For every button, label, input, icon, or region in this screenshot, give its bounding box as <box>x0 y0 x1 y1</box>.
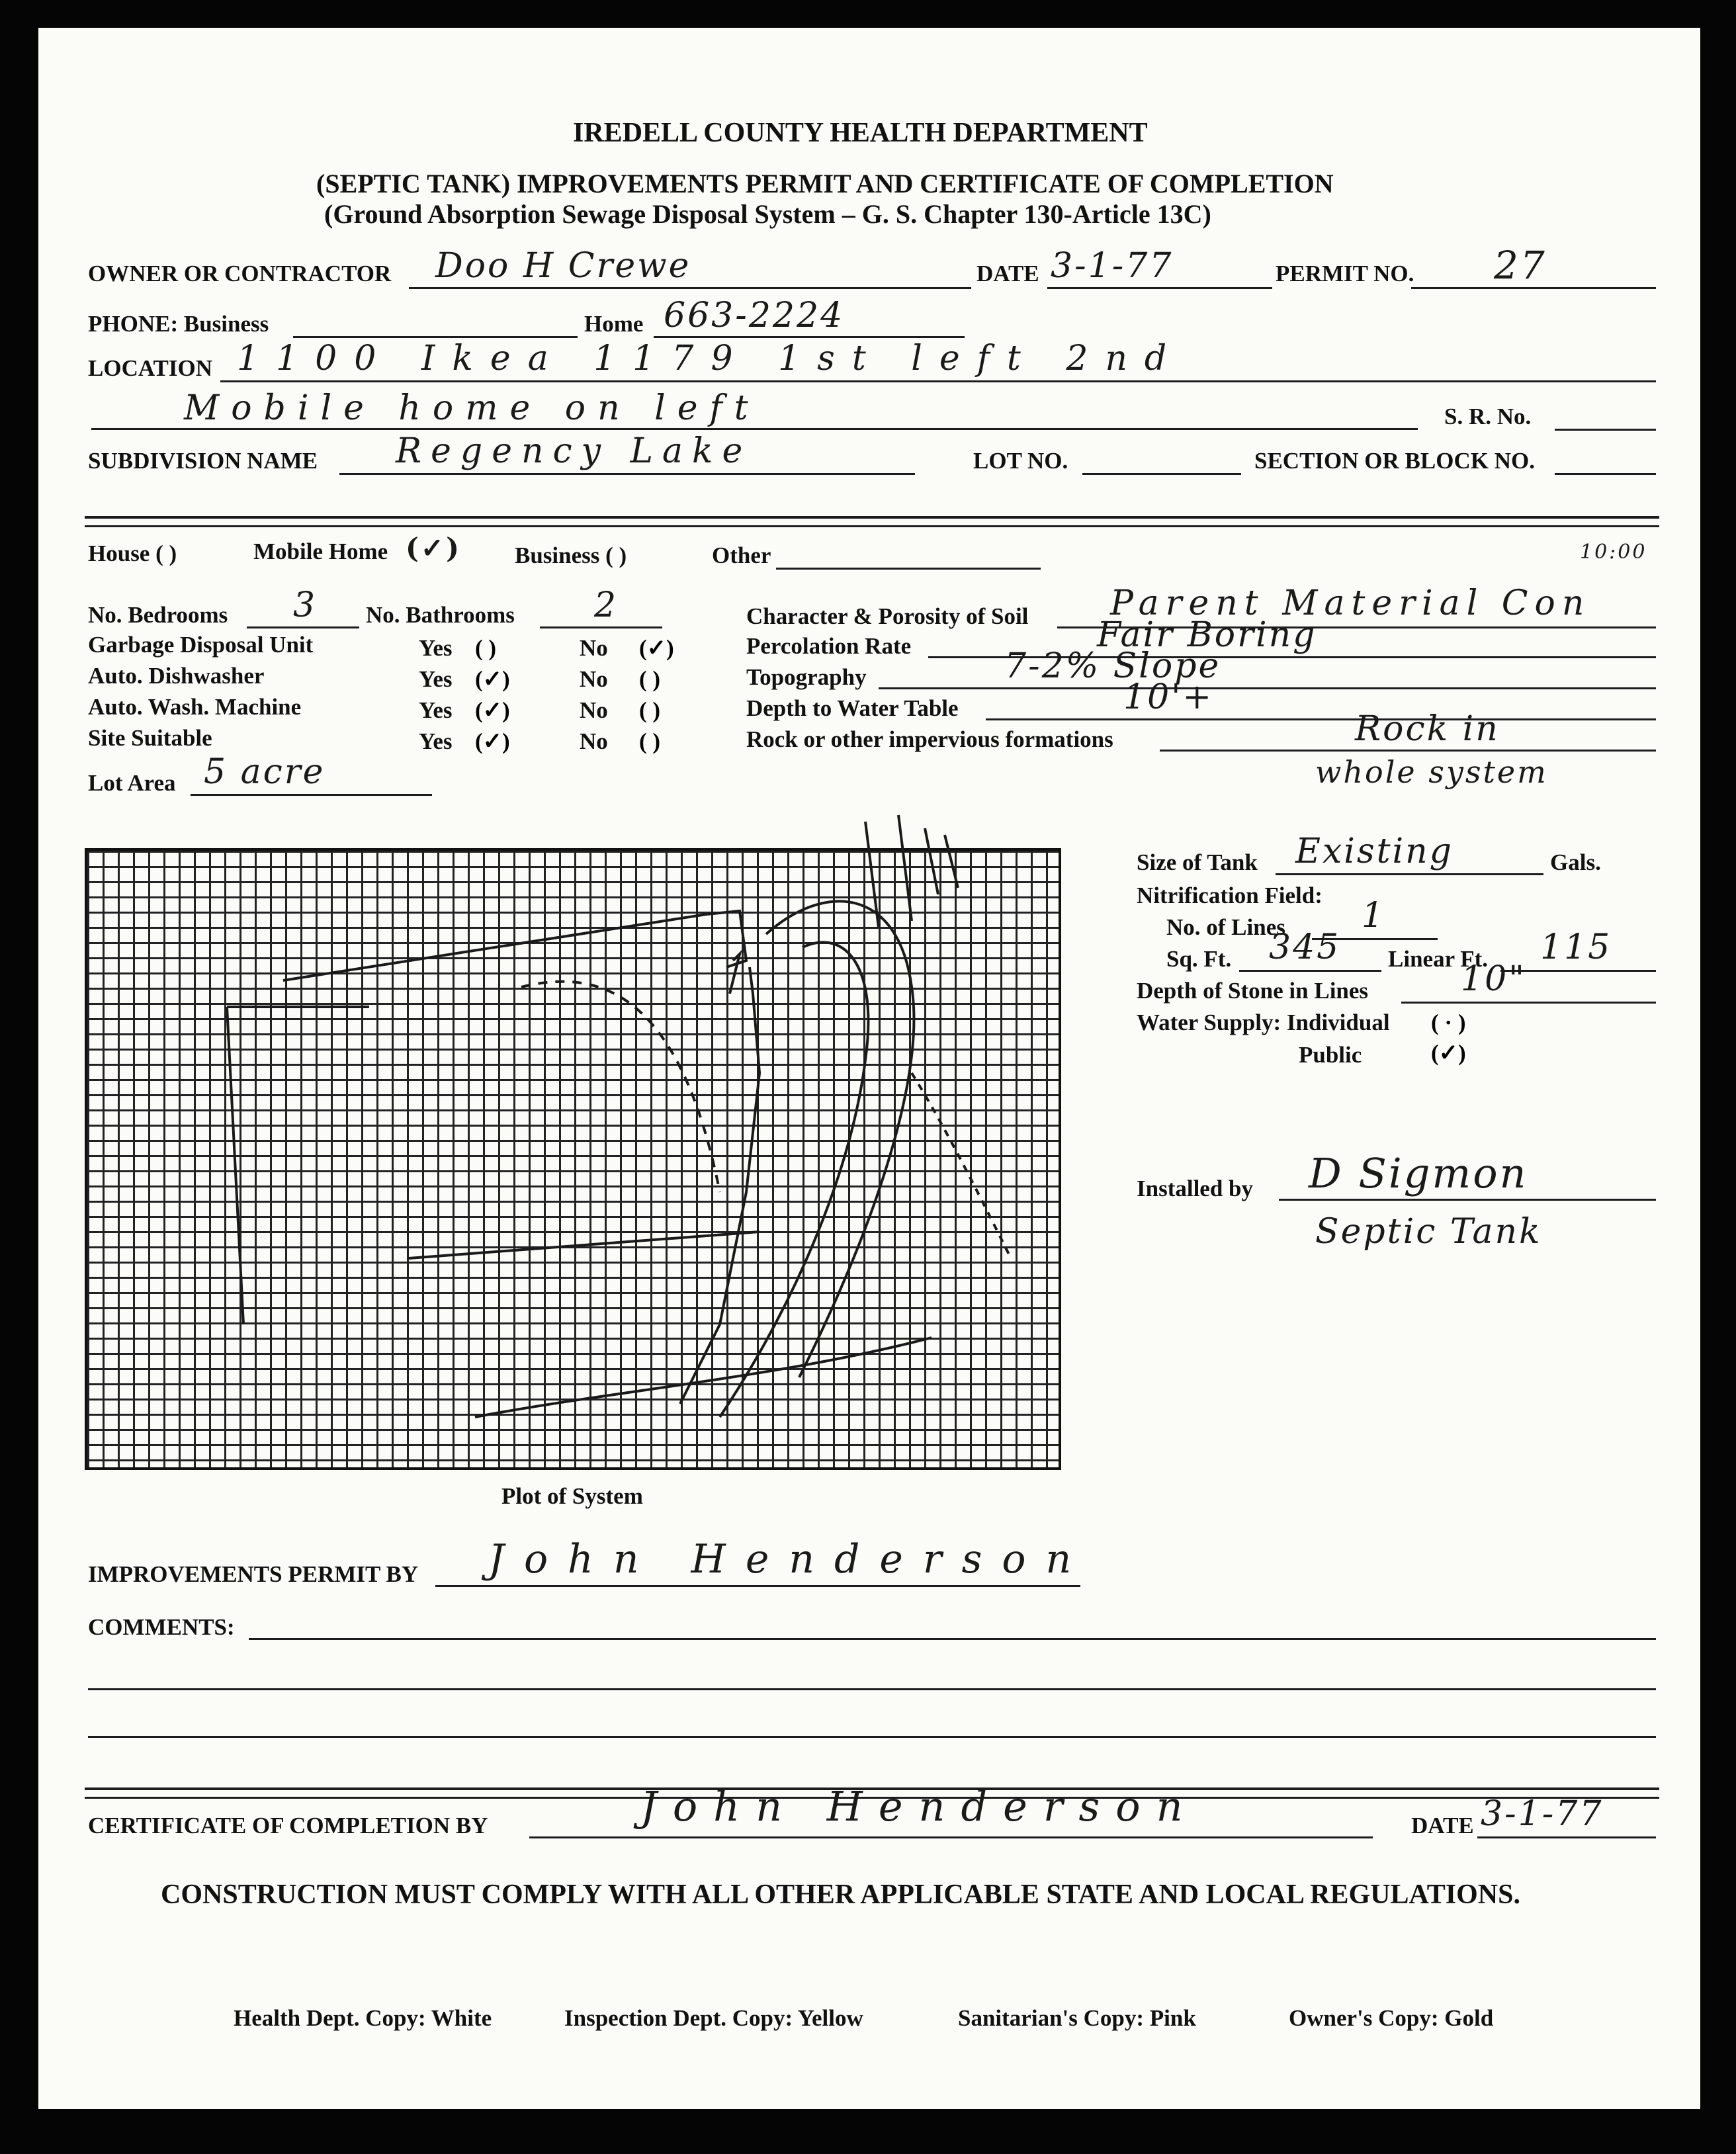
location-value-2: Mobile home on left <box>184 388 760 428</box>
plot-of-system-label: Plot of System <box>501 1483 643 1509</box>
permit-no-value: 27 <box>1494 243 1547 288</box>
wash-machine-label: Auto. Wash. Machine <box>88 694 302 720</box>
dishwasher-yes-mark: (✓) <box>475 666 510 692</box>
phone-business-label: PHONE: Business <box>88 311 269 337</box>
form-subtitle: (Ground Absorption Sewage Disposal System – G. S. Chapter 130-Article 13C) <box>324 199 1211 229</box>
other-line <box>776 568 1041 570</box>
bedrooms-label: No. Bedrooms <box>88 602 228 628</box>
completion-date-line <box>1477 1836 1656 1838</box>
owner-line <box>409 287 971 289</box>
tank-size-value: Existing <box>1295 832 1454 871</box>
sq-ft-label: Sq. Ft. <box>1166 946 1232 972</box>
dishwasher-no-label: No <box>580 666 608 692</box>
linear-ft-label: Linear Ft. <box>1388 946 1489 972</box>
footer-copy-inspection: Inspection Dept. Copy: Yellow <box>564 2005 863 2031</box>
rock-label: Rock or other impervious formations <box>746 726 1113 752</box>
footer-copy-sanitarian: Sanitarian's Copy: Pink <box>958 2005 1196 2031</box>
water-individual-mark: ( · ) <box>1431 1010 1466 1035</box>
compliance-notice: CONSTRUCTION MUST COMPLY WITH ALL OTHER APPLICABLE STATE AND LOCAL REGULATIONS. <box>161 1879 1520 1910</box>
water-table-value: 10'+ <box>1123 677 1214 717</box>
stone-depth-label: Depth of Stone in Lines <box>1137 978 1369 1004</box>
phone-home-value: 663-2224 <box>664 296 845 335</box>
footer-copy-owner: Owner's Copy: Gold <box>1289 2005 1494 2031</box>
comments-line-2 <box>88 1688 1656 1690</box>
soil-value: Parent Material Con <box>1110 583 1591 623</box>
footer-copy-health: Health Dept. Copy: White <box>234 2005 492 2031</box>
installed-by-line <box>1279 1199 1656 1201</box>
permit-signature: John Henderson <box>488 1536 1092 1582</box>
date-line <box>1047 287 1272 289</box>
department-title: IREDELL COUNTY HEALTH DEPARTMENT <box>573 118 1148 148</box>
lot-no-line <box>1082 473 1241 475</box>
water-table-line <box>986 718 1656 720</box>
owner-label: OWNER OR CONTRACTOR <box>88 261 392 286</box>
sq-ft-line <box>1239 970 1381 972</box>
certificate-line <box>529 1836 1373 1838</box>
phone-home-line <box>654 336 965 338</box>
certificate-label: CERTIFICATE OF COMPLETION BY <box>88 1813 488 1838</box>
nitrification-label: Nitrification Field: <box>1137 883 1323 908</box>
sr-no-line <box>1555 429 1656 431</box>
water-table-label: Depth to Water Table <box>746 695 959 721</box>
certificate-signature: John Henderson <box>640 1782 1199 1831</box>
dishwasher-no-mark: ( ) <box>639 666 661 692</box>
wash-no-mark: ( ) <box>639 697 661 723</box>
garbage-yes-mark: ( ) <box>475 635 497 661</box>
rock-line <box>1160 750 1656 752</box>
rock-value-2: whole system <box>1315 754 1548 790</box>
garbage-disposal-label: Garbage Disposal Unit <box>88 632 314 658</box>
installed-by-value-1: D Sigmon <box>1309 1149 1528 1197</box>
section-block-label: SECTION OR BLOCK NO. <box>1254 448 1535 474</box>
installed-by-value-2: Septic Tank <box>1315 1212 1542 1252</box>
soil-label: Character & Porosity of Soil <box>746 603 1029 629</box>
percolation-value: Fair Boring <box>1097 615 1317 655</box>
public-label: Public <box>1299 1042 1362 1068</box>
wash-yes-mark: (✓) <box>475 697 510 723</box>
location-line-2 <box>91 428 1418 430</box>
comments-line-1 <box>249 1638 1656 1640</box>
bedrooms-line <box>247 626 359 628</box>
sq-ft-value: 345 <box>1269 927 1341 967</box>
stone-depth-line <box>1401 1002 1656 1004</box>
lot-no-label: LOT NO. <box>973 448 1068 474</box>
subdivision-label: SUBDIVISION NAME <box>88 448 318 474</box>
house-option: House ( ) <box>88 540 177 566</box>
garbage-no-label: No <box>580 635 608 661</box>
bathrooms-label: No. Bathrooms <box>366 602 515 628</box>
garbage-yes-label: Yes <box>419 635 453 661</box>
stone-depth-value: 10" <box>1461 959 1527 999</box>
installed-by-label: Installed by <box>1137 1176 1254 1201</box>
date-label: DATE <box>976 261 1039 286</box>
side-note: 10:00 <box>1580 540 1647 564</box>
business-option: Business ( ) <box>515 542 627 568</box>
site-yes-mark: (✓) <box>475 728 510 754</box>
location-line-1 <box>220 380 1656 382</box>
comments-label: COMMENTS: <box>88 1614 235 1640</box>
public-mark: (✓) <box>1431 1040 1466 1066</box>
comments-line-3 <box>88 1736 1656 1738</box>
completion-date-value: 3-1-77 <box>1481 1794 1604 1834</box>
bathrooms-value: 2 <box>594 585 619 625</box>
site-suitable-label: Site Suitable <box>88 725 212 751</box>
phone-business-line <box>293 336 578 338</box>
dishwasher-yes-label: Yes <box>419 666 453 692</box>
mobile-home-label: Mobile Home <box>253 538 388 564</box>
lot-area-label: Lot Area <box>88 770 176 796</box>
site-no-mark: ( ) <box>639 728 661 754</box>
subdivision-value: Regency Lake <box>396 431 752 471</box>
divider-bottom <box>85 525 1659 527</box>
permit-by-label: IMPROVEMENTS PERMIT BY <box>88 1561 419 1587</box>
topography-line <box>879 687 1656 689</box>
bathrooms-line <box>540 626 662 628</box>
linear-ft-value: 115 <box>1540 927 1612 967</box>
site-no-label: No <box>580 728 608 754</box>
location-value-1: 1100 Ikea 1179 1st left 2nd <box>237 339 1184 378</box>
sr-no-label: S. R. No. <box>1444 404 1532 429</box>
gals-label: Gals. <box>1550 849 1601 875</box>
owner-value: Doo H Crewe <box>435 246 691 286</box>
topography-label: Topography <box>746 664 867 690</box>
date-value: 3-1-77 <box>1051 246 1174 286</box>
plot-sketch <box>85 795 1143 1490</box>
dishwasher-label: Auto. Dishwasher <box>88 663 265 689</box>
tank-size-line <box>1276 873 1543 875</box>
topography-value: 7-2% Slope <box>1004 646 1221 686</box>
percolation-label: Percolation Rate <box>746 633 912 659</box>
completion-date-label: DATE <box>1411 1813 1474 1838</box>
subdivision-line <box>339 473 915 475</box>
form-title: (SEPTIC TANK) IMPROVEMENTS PERMIT AND CERTIFICATE OF COMPLETION <box>316 169 1334 198</box>
section-block-line <box>1555 473 1656 475</box>
water-individual-label: Water Supply: Individual <box>1137 1010 1390 1035</box>
permit-by-line <box>435 1585 1080 1587</box>
other-label: Other <box>712 542 771 568</box>
lines-label: No. of Lines <box>1166 914 1285 940</box>
mobile-home-mark: (✓) <box>406 532 461 564</box>
lot-area-value: 5 acre <box>204 752 326 792</box>
location-label: LOCATION <box>88 355 212 381</box>
home-label: Home <box>584 311 644 337</box>
permit-no-label: PERMIT NO. <box>1276 261 1414 286</box>
garbage-no-mark: (✓) <box>639 635 674 661</box>
wash-no-label: No <box>580 697 608 723</box>
site-yes-label: Yes <box>419 728 453 754</box>
lines-value: 1 <box>1362 896 1386 935</box>
divider-top <box>85 516 1659 519</box>
tank-size-label: Size of Tank <box>1137 849 1258 875</box>
permit-document <box>38 28 1700 2109</box>
rock-value-1: Rock in <box>1355 709 1500 749</box>
bedrooms-value: 3 <box>293 585 318 625</box>
wash-yes-label: Yes <box>419 697 453 723</box>
